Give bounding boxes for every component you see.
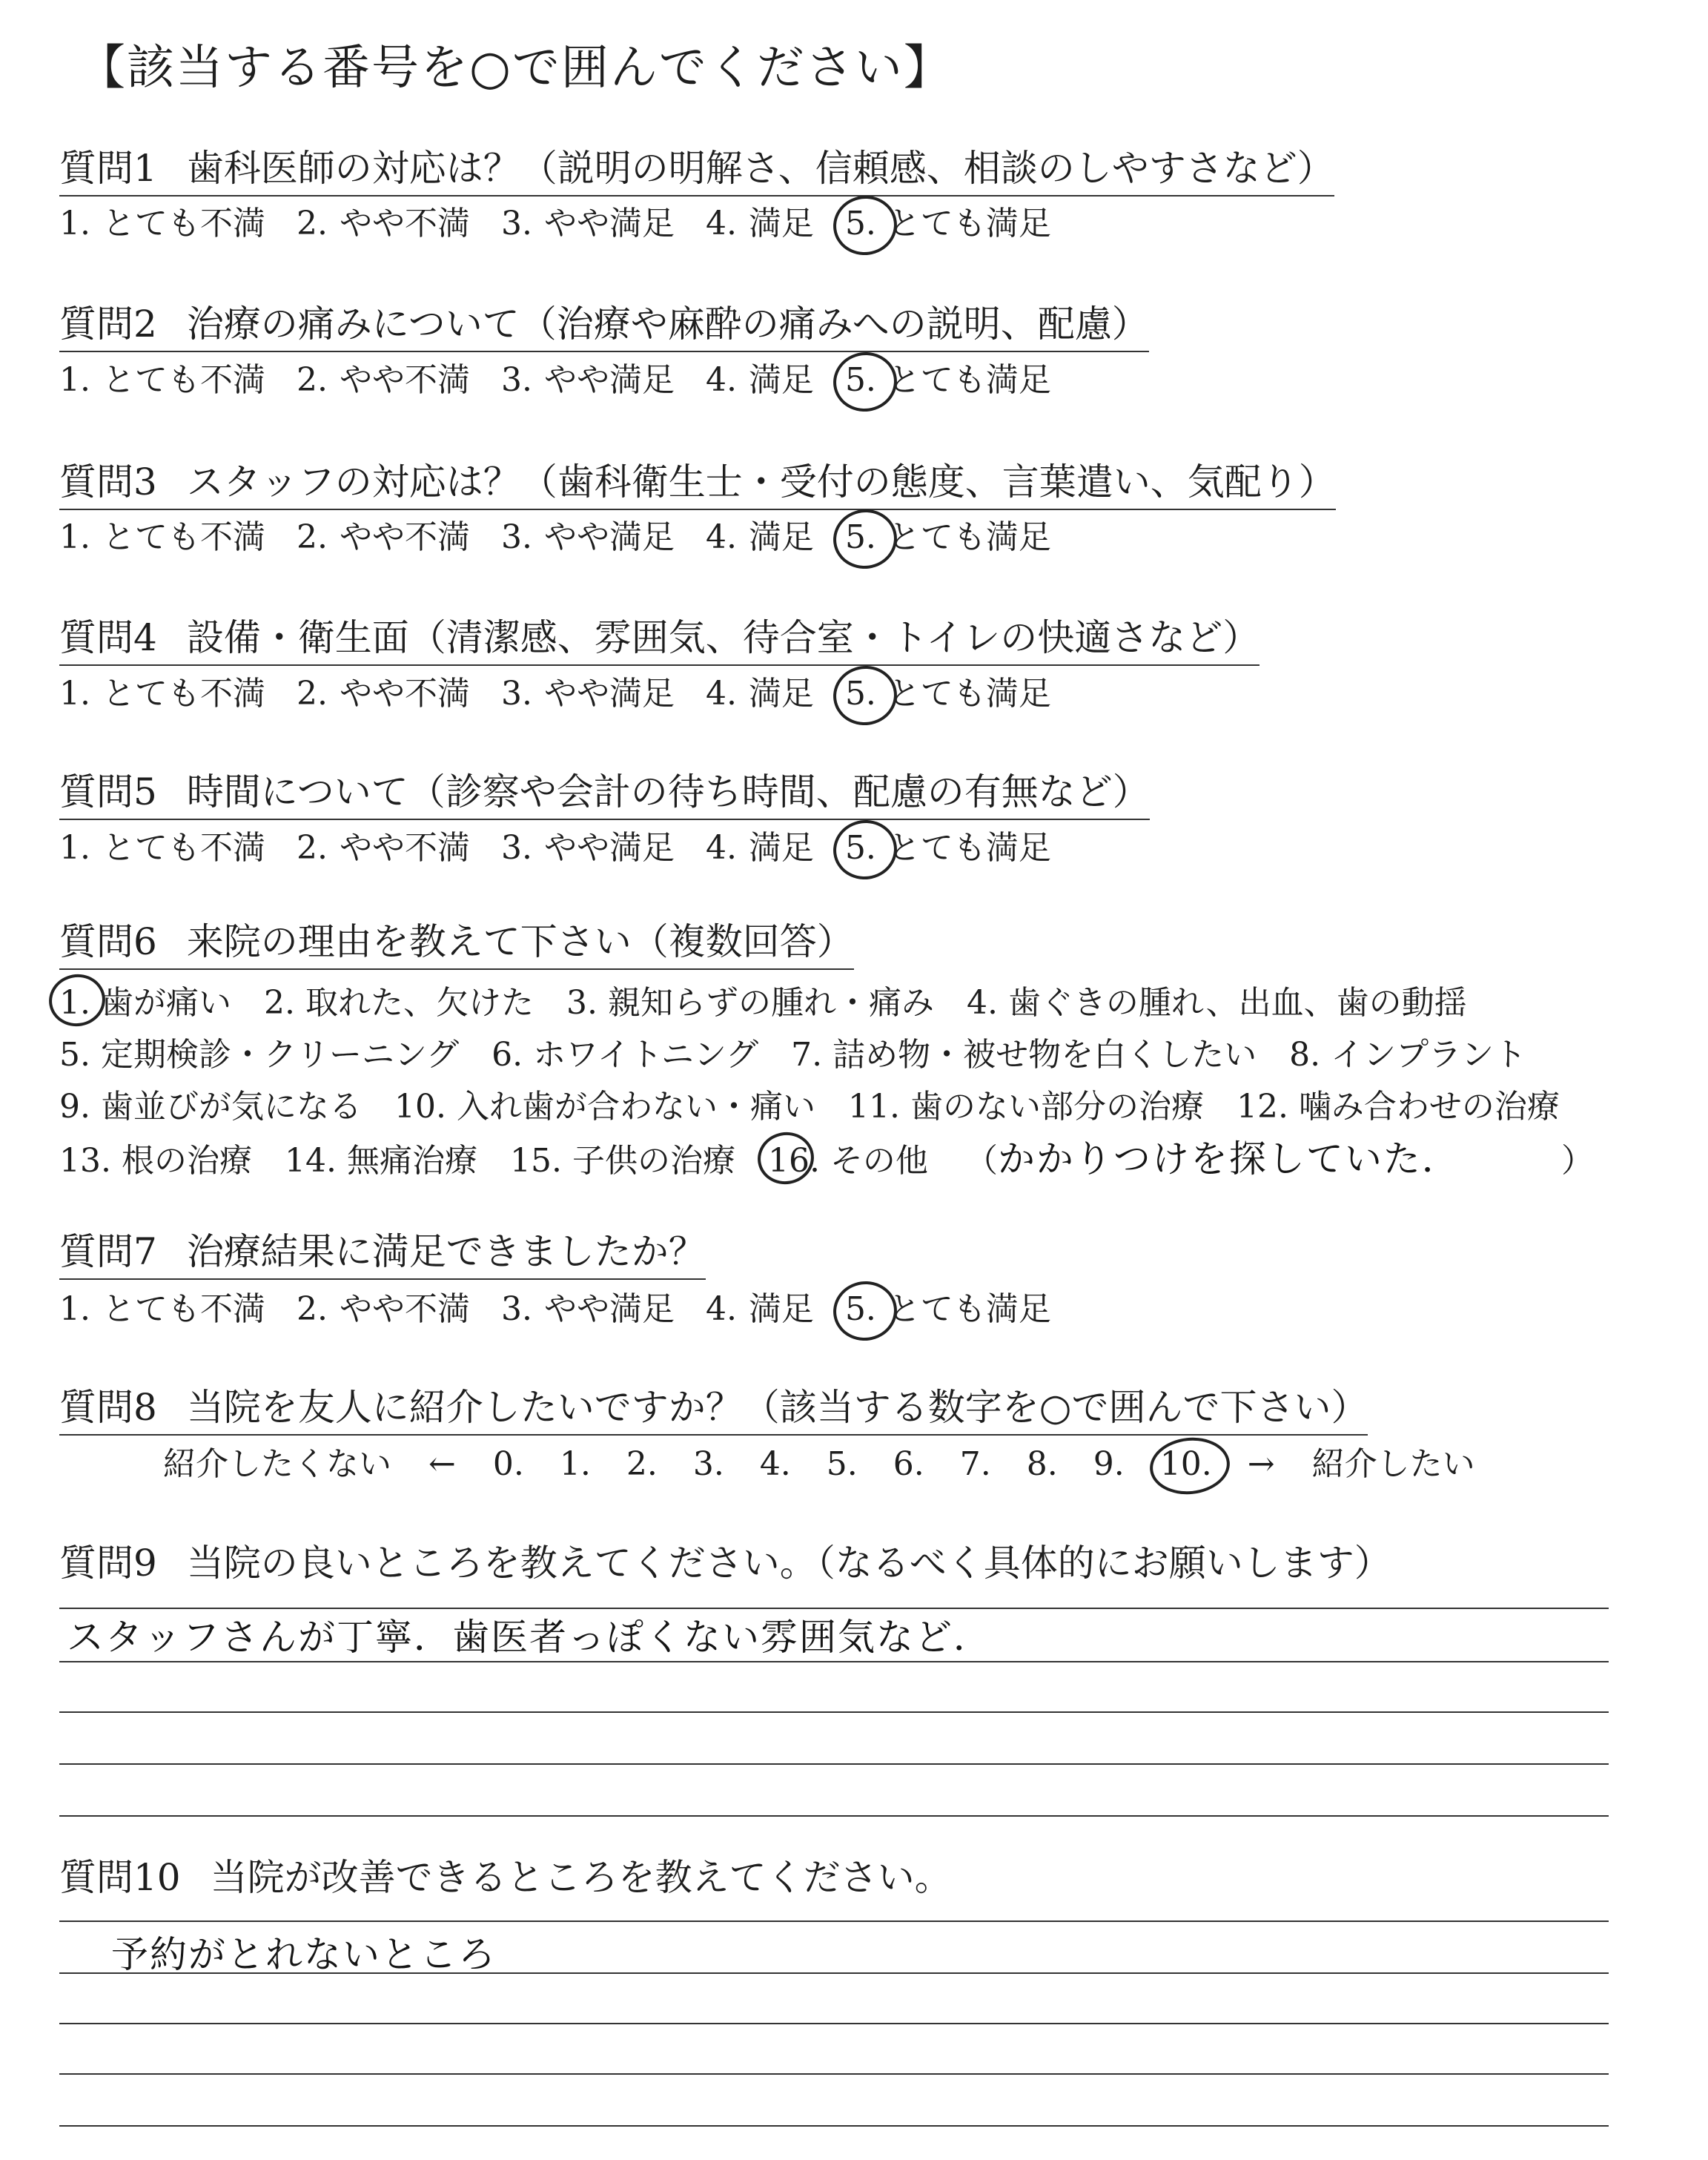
scale-number[interactable]: 10. xyxy=(1160,1442,1212,1487)
reason-row xyxy=(59,1029,1690,1081)
rating-option[interactable] xyxy=(501,1287,675,1332)
option-label: 根の治療 xyxy=(121,1142,252,1180)
rating-option[interactable] xyxy=(297,202,470,246)
option-number: 5. xyxy=(59,1036,90,1074)
left-arrow: ← xyxy=(428,1445,456,1483)
option-number: 4. xyxy=(705,361,737,399)
option-label: とても満足 xyxy=(887,1290,1051,1328)
option-number: 10. xyxy=(394,1088,446,1126)
rating-option[interactable] xyxy=(501,358,675,403)
option-number: 1. xyxy=(59,675,90,713)
option-number: 13. xyxy=(59,1142,111,1180)
answer-line xyxy=(59,1815,1609,1817)
answer-line xyxy=(59,1661,1609,1662)
option-label: やや不満 xyxy=(339,361,470,399)
rating-option[interactable] xyxy=(845,672,1051,716)
option-number: 1. xyxy=(59,984,90,1022)
rating-option[interactable] xyxy=(59,1287,265,1332)
option-label: 子供の治療 xyxy=(572,1142,735,1180)
reason-option[interactable] xyxy=(285,1135,477,1187)
question-number: 質問4 xyxy=(59,616,157,659)
handwritten-answer-q9: スタッフさんが丁寧．歯医者っぽくない雰囲気など． xyxy=(67,1616,992,1659)
reason-option[interactable] xyxy=(491,1029,758,1081)
rating-option[interactable] xyxy=(501,202,675,246)
option-number: 11. xyxy=(847,1088,900,1126)
option-number: 6. xyxy=(491,1036,523,1074)
option-label: 詰め物・被せ物を白くしたい xyxy=(833,1036,1257,1074)
option-label: 歯が痛い xyxy=(100,984,231,1022)
reason-option[interactable] xyxy=(768,1135,928,1187)
scale-number[interactable]: 4. xyxy=(759,1445,791,1483)
other-close-paren: ） xyxy=(1560,1142,1594,1180)
option-number: 2. xyxy=(296,361,328,399)
option-number: 2. xyxy=(296,1290,328,1328)
option-number: 2. xyxy=(296,518,328,556)
option-label: やや不満 xyxy=(339,1290,470,1328)
rating-option[interactable] xyxy=(706,1287,814,1332)
option-number: 3. xyxy=(566,984,598,1022)
question-number: 質問8 xyxy=(59,1386,157,1429)
question-number: 質問9 xyxy=(59,1542,157,1585)
option-label: 満足 xyxy=(748,205,814,242)
question-6 xyxy=(59,918,854,970)
question-number: 質問6 xyxy=(59,920,157,963)
scale-number[interactable]: 2. xyxy=(626,1445,658,1483)
question-text: 当院の良いところを教えてください。（なるべく具体的にお願いします） xyxy=(186,1542,1391,1585)
option-label: ホワイトニング xyxy=(533,1036,759,1074)
option-number: 15. xyxy=(509,1142,562,1180)
rating-options-q7 xyxy=(59,1287,1082,1332)
option-label: 満足 xyxy=(748,675,814,713)
rating-option[interactable] xyxy=(297,515,470,560)
option-number: 5. xyxy=(844,675,876,713)
rating-option[interactable] xyxy=(501,515,675,560)
reason-row xyxy=(59,977,1690,1029)
question-number: 質問5 xyxy=(59,770,157,813)
reason-option[interactable] xyxy=(59,1029,459,1081)
question-7 xyxy=(59,1228,706,1280)
option-number: 5. xyxy=(844,1290,876,1328)
option-number: 3. xyxy=(500,1290,532,1328)
option-number: 4. xyxy=(705,1290,737,1328)
handwritten-answer-q10: 予約がとれないところ xyxy=(111,1933,497,1976)
rating-option[interactable] xyxy=(59,515,265,560)
option-number: 12. xyxy=(1236,1088,1288,1126)
option-label: その他 xyxy=(830,1142,928,1180)
scale-number[interactable]: 6. xyxy=(893,1445,924,1483)
option-label: 歯ぐきの腫れ、出血、歯の動揺 xyxy=(1007,984,1467,1022)
option-label: やや不満 xyxy=(339,205,470,242)
option-label: やや満足 xyxy=(543,361,675,399)
option-number: 9. xyxy=(59,1088,90,1126)
rating-option[interactable] xyxy=(59,358,265,403)
scale-number[interactable]: 8. xyxy=(1026,1445,1058,1483)
question-text: 歯科医師の対応は？（説明の明解さ、信頼感、相談のしやすさなど） xyxy=(186,147,1334,190)
rating-option[interactable] xyxy=(297,672,470,716)
option-number: 4. xyxy=(705,518,737,556)
question-number: 質問7 xyxy=(59,1230,157,1273)
option-label: とても満足 xyxy=(887,205,1051,242)
rating-option[interactable] xyxy=(845,826,1051,871)
option-label: 取れた、欠けた xyxy=(305,984,534,1022)
reason-option[interactable] xyxy=(967,977,1467,1029)
scale-left-label: 紹介したくない xyxy=(163,1445,391,1483)
question-text: 来院の理由を教えて下さい（複数回答） xyxy=(186,920,854,963)
option-label: やや不満 xyxy=(339,675,470,713)
option-number: 1. xyxy=(59,518,90,556)
option-label: やや満足 xyxy=(543,518,675,556)
question-number: 質問3 xyxy=(59,460,157,503)
reason-option[interactable] xyxy=(59,1135,252,1187)
rating-option[interactable] xyxy=(706,672,814,716)
option-label: とても満足 xyxy=(887,361,1051,399)
rating-option[interactable] xyxy=(297,358,470,403)
rating-options-q5 xyxy=(59,826,1082,871)
question-number: 質問1 xyxy=(59,147,157,190)
option-number: 1. xyxy=(59,361,90,399)
scale-number[interactable]: 1. xyxy=(559,1445,591,1483)
reason-row xyxy=(59,1081,1690,1133)
answer-line xyxy=(59,1711,1609,1713)
reason-option[interactable] xyxy=(59,1081,362,1133)
option-number: 2. xyxy=(296,675,328,713)
option-label: とても満足 xyxy=(887,829,1051,867)
option-label: やや満足 xyxy=(543,675,675,713)
rating-options-q4 xyxy=(59,672,1082,716)
right-arrow: → xyxy=(1247,1445,1275,1483)
reason-option[interactable] xyxy=(1237,1081,1560,1133)
scale-number[interactable]: 5. xyxy=(826,1445,858,1483)
question-9 xyxy=(59,1539,1391,1590)
option-label: 満足 xyxy=(748,518,814,556)
reason-options xyxy=(59,977,1690,1185)
question-text: スタッフの対応は？（歯科衛生士・受付の態度、言葉遣い、気配り） xyxy=(186,460,1336,503)
option-number: 3. xyxy=(500,518,532,556)
question-text: 当院を友人に紹介したいですか？（該当する数字を○で囲んで下さい） xyxy=(186,1386,1368,1429)
option-label: やや満足 xyxy=(543,205,675,242)
reason-option[interactable] xyxy=(510,1135,735,1187)
option-number: 8. xyxy=(1289,1036,1321,1074)
question-2 xyxy=(59,300,1149,352)
reason-option[interactable] xyxy=(848,1081,1204,1133)
question-10 xyxy=(59,1854,952,1904)
rating-option[interactable] xyxy=(59,826,265,871)
reason-option[interactable] xyxy=(791,1029,1257,1081)
rating-option[interactable] xyxy=(845,358,1051,403)
reason-option[interactable] xyxy=(59,977,231,1029)
answer-line xyxy=(59,1920,1609,1922)
scale-number[interactable]: 0. xyxy=(492,1445,524,1483)
rating-option[interactable] xyxy=(845,1287,1051,1332)
rating-option[interactable] xyxy=(706,358,814,403)
option-label: やや満足 xyxy=(543,829,675,867)
option-label: とても満足 xyxy=(887,675,1051,713)
option-number: 5. xyxy=(844,205,876,242)
option-number: 3. xyxy=(500,829,532,867)
question-text: 設備・衛生面（清潔感、雰囲気、待合室・トイレの快適さなど） xyxy=(186,616,1260,659)
question-number: 質問10 xyxy=(59,1856,181,1899)
option-label: やや不満 xyxy=(339,829,470,867)
option-number: 7. xyxy=(791,1036,823,1074)
option-label: インプラント xyxy=(1331,1036,1527,1074)
answer-line xyxy=(59,2073,1609,2075)
answer-line xyxy=(59,1763,1609,1765)
rating-option[interactable] xyxy=(706,202,814,246)
answer-line xyxy=(59,1972,1609,1974)
option-number: 14. xyxy=(284,1142,337,1180)
answer-line xyxy=(59,2125,1609,2127)
option-label: 満足 xyxy=(748,829,814,867)
reason-option[interactable] xyxy=(264,977,534,1029)
rating-option[interactable] xyxy=(297,1287,470,1332)
option-label: 歯のない部分の治療 xyxy=(910,1088,1204,1126)
option-label: とても不満 xyxy=(102,829,265,867)
option-label: 歯並びが気になる xyxy=(100,1088,362,1126)
option-label: とても不満 xyxy=(102,361,265,399)
question-number: 質問2 xyxy=(59,303,157,346)
question-3 xyxy=(59,458,1336,510)
option-label: とても不満 xyxy=(102,205,265,242)
option-number: 3. xyxy=(500,675,532,713)
option-number: 1. xyxy=(59,829,90,867)
option-number: 3. xyxy=(500,361,532,399)
rating-option[interactable] xyxy=(297,826,470,871)
option-label: 親知らずの腫れ・痛み xyxy=(607,984,934,1022)
option-number: 5. xyxy=(844,518,876,556)
other-answer: かかりつけを探していた． xyxy=(997,1137,1460,1180)
option-label: 無痛治療 xyxy=(346,1142,477,1180)
option-label: とても不満 xyxy=(102,675,265,713)
option-number: 5. xyxy=(844,361,876,399)
option-number: 4. xyxy=(705,205,737,242)
option-number: 1. xyxy=(59,1290,90,1328)
scale-number[interactable]: 3. xyxy=(692,1445,724,1483)
question-5 xyxy=(59,768,1150,820)
question-text: 治療結果に満足できましたか？ xyxy=(186,1230,706,1273)
option-label: 満足 xyxy=(748,1290,814,1328)
rating-option[interactable] xyxy=(59,672,265,716)
scale-number[interactable]: 9. xyxy=(1093,1445,1125,1483)
option-label: とても不満 xyxy=(102,1290,265,1328)
option-label: やや満足 xyxy=(543,1290,675,1328)
question-8 xyxy=(59,1384,1368,1436)
option-number: 4. xyxy=(705,675,737,713)
rating-option[interactable] xyxy=(706,515,814,560)
question-1 xyxy=(59,145,1334,196)
scale-right-label: 紹介したい xyxy=(1311,1445,1475,1483)
rating-option[interactable] xyxy=(501,672,675,716)
other-open-paren: （ xyxy=(964,1142,998,1180)
rating-options-q3 xyxy=(59,515,1082,560)
rating-options-q1 xyxy=(59,202,1082,246)
scale-number[interactable]: 7. xyxy=(959,1445,991,1483)
question-text: 治療の痛みについて（治療や麻酔の痛みへの説明、配慮） xyxy=(186,303,1149,346)
rating-option[interactable] xyxy=(706,826,814,871)
option-number: 2. xyxy=(296,829,328,867)
option-label: 定期検診・クリーニング xyxy=(100,1036,460,1074)
option-number: 4. xyxy=(966,984,998,1022)
option-label: やや不満 xyxy=(339,518,470,556)
answer-line xyxy=(59,2023,1609,2024)
option-label: 噛み合わせの治療 xyxy=(1298,1088,1560,1126)
rating-option[interactable] xyxy=(845,515,1051,560)
page-title: 【該当する番号を○で囲んでください】 xyxy=(78,41,953,96)
reason-option[interactable] xyxy=(1289,1029,1526,1081)
option-label: 入れ歯が合わない・痛い xyxy=(456,1088,815,1126)
option-number: 16. xyxy=(767,1142,820,1180)
rating-option[interactable] xyxy=(845,202,1051,246)
option-label: 満足 xyxy=(748,361,814,399)
question-text: 時間について（診察や会計の待ち時間、配慮の有無など） xyxy=(186,770,1150,813)
rating-option[interactable] xyxy=(501,826,675,871)
option-number: 4. xyxy=(705,829,737,867)
question-text: 当院が改善できるところを教えてください。 xyxy=(210,1856,952,1899)
reason-option[interactable] xyxy=(394,1081,815,1133)
option-label: とても満足 xyxy=(887,518,1051,556)
option-number: 5. xyxy=(844,829,876,867)
recommend-scale xyxy=(163,1442,1475,1487)
option-number: 2. xyxy=(263,984,295,1022)
option-number: 1. xyxy=(59,205,90,242)
question-4 xyxy=(59,614,1260,666)
rating-options-q2 xyxy=(59,358,1082,403)
reason-option[interactable] xyxy=(566,977,934,1029)
reason-row xyxy=(59,1133,1690,1185)
option-label: とても不満 xyxy=(102,518,265,556)
rating-option[interactable] xyxy=(59,202,265,246)
option-number: 2. xyxy=(296,205,328,242)
option-number: 3. xyxy=(500,205,532,242)
